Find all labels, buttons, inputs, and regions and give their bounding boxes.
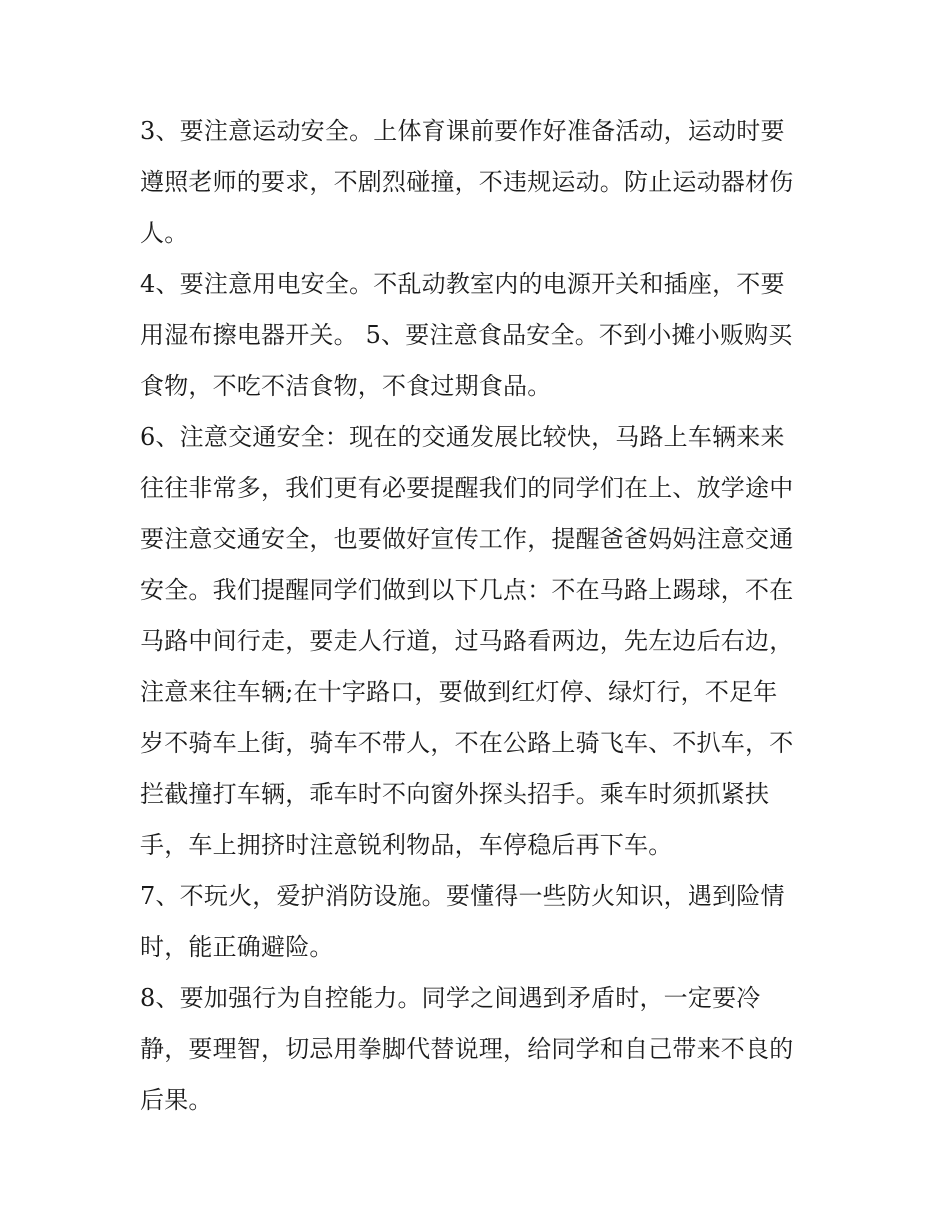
text-line: 7、不玩火，爱护消防设施。要懂得一些防火知识，遇到险情 (140, 882, 785, 910)
text-line: 手，车上拥挤时注意锐利物品，车停稳后再下车。 (140, 831, 673, 859)
text-line: 岁不骑车上街，骑车不带人，不在公路上骑飞车、不扒车，不 (140, 729, 794, 757)
text-line: 后果。 (140, 1086, 213, 1114)
text-line: 4、要注意用电安全。不乱动教室内的电源开关和插座，不要 (140, 270, 785, 298)
text-line: 往往非常多，我们更有必要提醒我们的同学们在上、放学途中 (140, 474, 794, 502)
text-line: 人。 (140, 219, 189, 247)
text-line: 6、注意交通安全：现在的交通发展比较快，马路上车辆来来 (140, 423, 785, 451)
text-line: 注意来往车辆;在十字路口，要做到红灯停、绿灯行，不足年 (140, 678, 778, 706)
text-line: 要注意交通安全，也要做好宣传工作，提醒爸爸妈妈注意交通 (140, 525, 794, 553)
text-line: 静，要理智，切忌用拳脚代替说理，给同学和自己带来不良的 (140, 1035, 794, 1063)
text-line: 安全。我们提醒同学们做到以下几点：不在马路上踢球，不在 (140, 576, 794, 604)
text-line: 拦截撞打车辆，乖车时不向窗外探头招手。乘车时须抓紧扶 (140, 780, 770, 808)
text-line: 3、要注意运动安全。上体育课前要作好准备活动，运动时要 (140, 117, 785, 145)
text-line: 食物，不吃不洁食物，不食过期食品。 (140, 372, 552, 400)
body-text (140, 106, 820, 1126)
text-line: 时，能正确避险。 (140, 933, 334, 961)
text-line: 马路中间行走，要走人行道，过马路看两边，先左边后右边， (140, 627, 794, 655)
text-line: 8、要加强行为自控能力。同学之间遇到矛盾时，一定要冷 (140, 984, 761, 1012)
text-line: 遵照老师的要求，不剧烈碰撞，不违规运动。防止运动器材伤 (140, 168, 794, 196)
text-line: 用湿布擦电器开关。 5、要注意食品安全。不到小摊小贩购买 (140, 321, 793, 349)
